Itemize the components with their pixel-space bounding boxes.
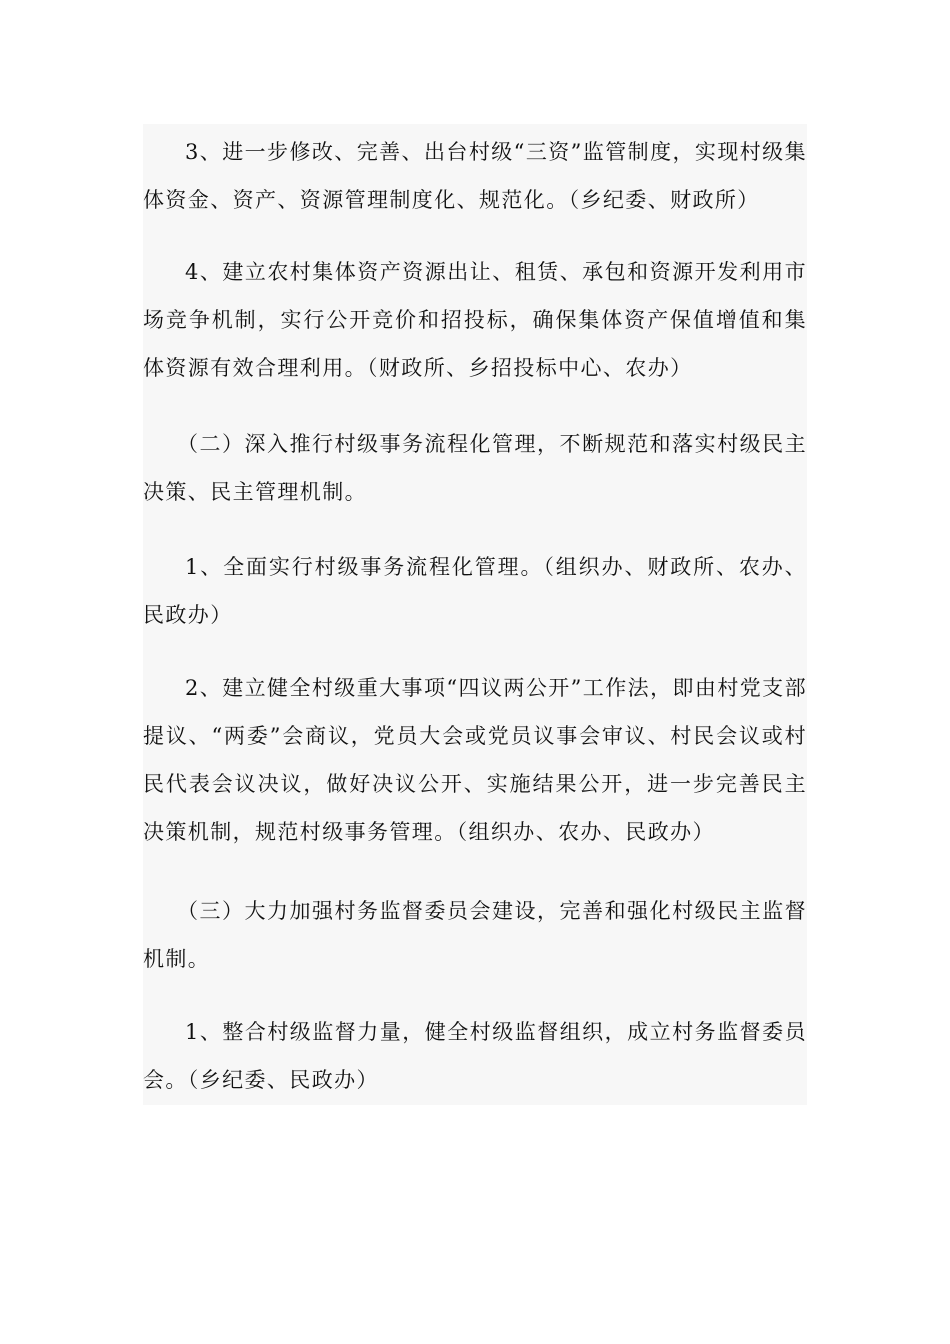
- section-heading-3: （三）大力加强村务监督委员会建设，完善和强化村级民主监督机制。: [143, 899, 807, 971]
- paragraph-item-1-supervision: 1、整合村级监督力量，健全村级监督组织，成立村务监督委员会。（乡纪委、民政办）: [143, 1020, 807, 1092]
- paragraph-item-2: 2、建立健全村级重大事项“四议两公开”工作法，即由村党支部提议、“两委”会商议，党员大会或党员议事会审议、村民会议或村民代表会议决议，做好决议公开、实施结果公开，进一步完善民主决策机制，规范村级事务管理。（组织办、农办、民政办）: [143, 676, 807, 844]
- paragraph-item-1: 1、全面实行村级事务流程化管理。（组织办、财政所、农办、民政办）: [143, 555, 807, 627]
- paragraph-item-4: 4、建立农村集体资产资源出让、租赁、承包和资源开发利用市场竞争机制，实行公开竞价和招投标，确保集体资产保值增值和集体资源有效合理利用。（财政所、乡招投标中心、农办）: [143, 260, 807, 380]
- document-body: [143, 124, 807, 1105]
- section-heading-2: （二）深入推行村级事务流程化管理，不断规范和落实村级民主决策、民主管理机制。: [143, 432, 807, 504]
- paragraph-item-3: 3、进一步修改、完善、出台村级“三资”监管制度，实现村级集体资金、资产、资源管理制度化、规范化。（乡纪委、财政所）: [143, 140, 807, 212]
